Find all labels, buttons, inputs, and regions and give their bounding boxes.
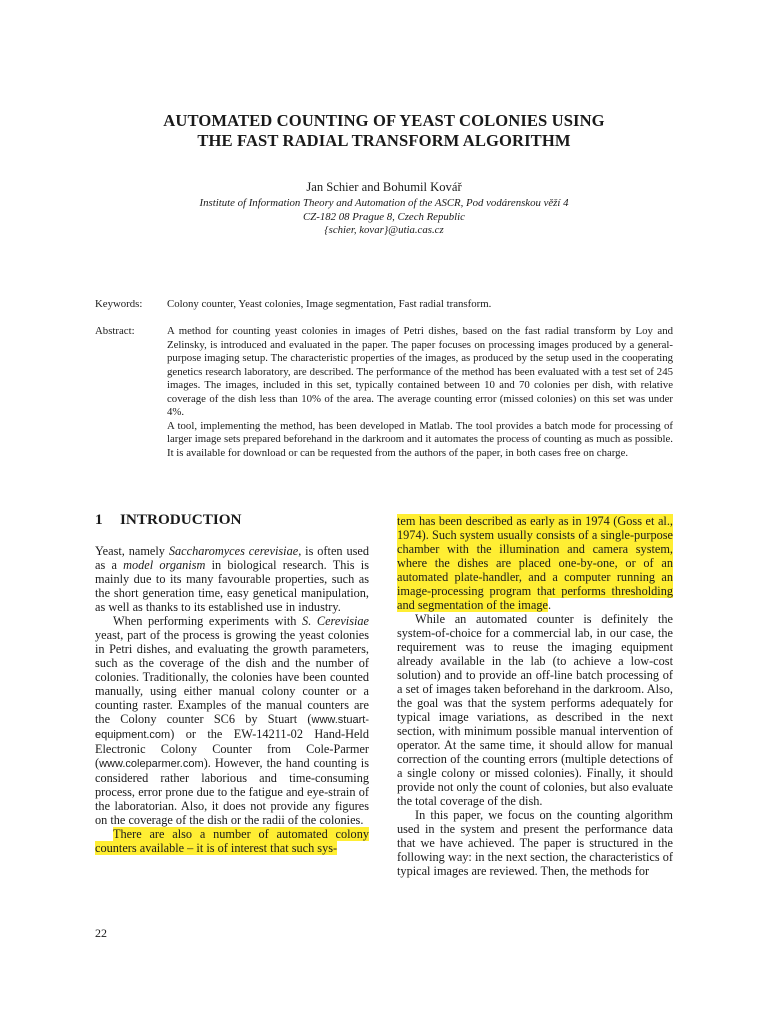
url-link: www.coleparmer.com (99, 758, 204, 770)
text-run: ) or the EW-14211-02 Hand-Held Electronic Colony Counter from Cole-Parmer ( (95, 727, 369, 770)
paper-title (0, 111, 768, 151)
text-run: . (547, 598, 552, 612)
text-run: yeast, part of the process is growing the yeast colonies in Petri dishes, and evaluating the growth parameters, such as the coverage of the dish and the number of colonies. Traditionally, the colonies have been counted manually, using either manual colony counter or a counting raster. Examples of the manual counters are the Colony counter SC6 by Stuart ( (95, 628, 369, 726)
author-list: Jan Schier and Bohumil Kovář (306, 180, 462, 194)
text-run: ). However, the hand counting is considered rather laborious and time-consuming process, error prone due to the fatigue and eye-strain of the laboratorian. Also, it does not provide any figures on the coverage of the dish or the radii of the colonies. (95, 756, 369, 827)
abstract-paragraph-2: A tool, implementing the method, has been developed in Matlab. The tool provides a batch mode for processing of larger image sets prepared beforehand in the darkroom and it automates the process of counting as much as possible. It is available for download or can be requested from the authors of the paper, in both cases free on charge. (167, 419, 673, 459)
text-run: , is often used as a (95, 544, 369, 572)
page-number: 22 (95, 926, 107, 940)
section-heading (95, 511, 242, 529)
intro-paragraph-1 (95, 544, 369, 614)
section-title: INTRODUCTION (120, 511, 242, 528)
left-column (95, 544, 369, 855)
intro-paragraph-3 (95, 827, 369, 855)
keywords-label: Keywords: (95, 298, 143, 310)
right-column (397, 514, 673, 878)
emphasis-term: model organism (123, 558, 206, 572)
affiliation-email: {schier, kovar}@utia.cas.cz (324, 224, 444, 236)
highlighted-text: There are also a number of automated colony counters available – it is of interest that such sys- (95, 827, 369, 855)
title-line-2: THE FAST RADIAL TRANSFORM ALGORITHM (197, 131, 571, 150)
text-run: When performing experiments with (113, 614, 303, 628)
abstract-label: Abstract: (95, 325, 135, 337)
affiliation-line-2: CZ-182 08 Prague 8, Czech Republic (303, 210, 465, 223)
continued-paragraph (397, 514, 673, 612)
abstract-body (167, 325, 673, 460)
title-line-1: AUTOMATED COUNTING OF YEAST COLONIES USING (163, 111, 605, 130)
species-name: Saccharomyces cerevisiae (168, 544, 299, 558)
url-link: www.stuart-equipment.com (95, 714, 369, 741)
intro-paragraph-4: While an automated counter is definitely the system-of-choice for a commercial lab, in our case, the requirement was to reuse the imaging equipment already available in the lab (to achieve a low-cost solution) and to provide an off-line batch processing of a set of images taken beforehand in the darkroom. Also, the goal was that the system performs adequately for typical image variations, as described in the next section, with minimum possible manual intervention of operator. At the same time, it should allow for manual correction of the counting errors (multiple detections of a single colony or missed colonies). Finally, it should provide not only the count of colonies, but also evaluate the total coverage of the dish. (397, 612, 673, 808)
species-name: S. Cerevisiae (302, 614, 369, 628)
intro-paragraph-2 (95, 614, 369, 827)
keywords-text: Colony counter, Yeast colonies, Image segmentation, Fast radial transform. (167, 298, 492, 310)
highlighted-text: tem has been described as early as in 1974 (Goss et al., 1974). Such system usually consists of a single-purpose chamber with the illumination and camera system, where the dishes are placed one-by-one, or of an automated plate-handler, and a computer running an image-processing program that performs thresholding and segmentation of the image (397, 514, 673, 612)
abstract-paragraph-1: A method for counting yeast colonies in images of Petri dishes, based on the fast radial transform by Loy and Zelinsky, is introduced and evaluated in the paper. The paper focuses on processing images produced by a general-purpose imaging setup. The characteristic properties of the images, as produced by the setup used in the cooperating genetics research laboratory, are described. The performance of the method has been evaluated with a test set of 245 images. The images, included in this set, typically contained between 10 and 70 colonies per dish, with relative coverage of the dish less than 10% of the area. The average counting error (missed colonies) on this set was under 4%. (167, 325, 673, 418)
text-run: in biological research. This is mainly due to its many favourable properties, such as the short generation time, easy genetical manipulation, as well as thanks to its established use in industry. (95, 558, 369, 614)
intro-paragraph-5: In this paper, we focus on the counting algorithm used in the system and present the performance data that we have achieved. The paper is structured in the following way: in the next section, the characteristics of typical images are reviewed. Then, the methods for (397, 808, 673, 878)
text-run: Yeast, namely (95, 544, 169, 558)
section-number: 1 (95, 511, 103, 528)
affiliation-line-1: Institute of Information Theory and Automation of the ASCR, Pod vodárenskou věží 4 (199, 197, 569, 209)
affiliation (0, 197, 768, 238)
